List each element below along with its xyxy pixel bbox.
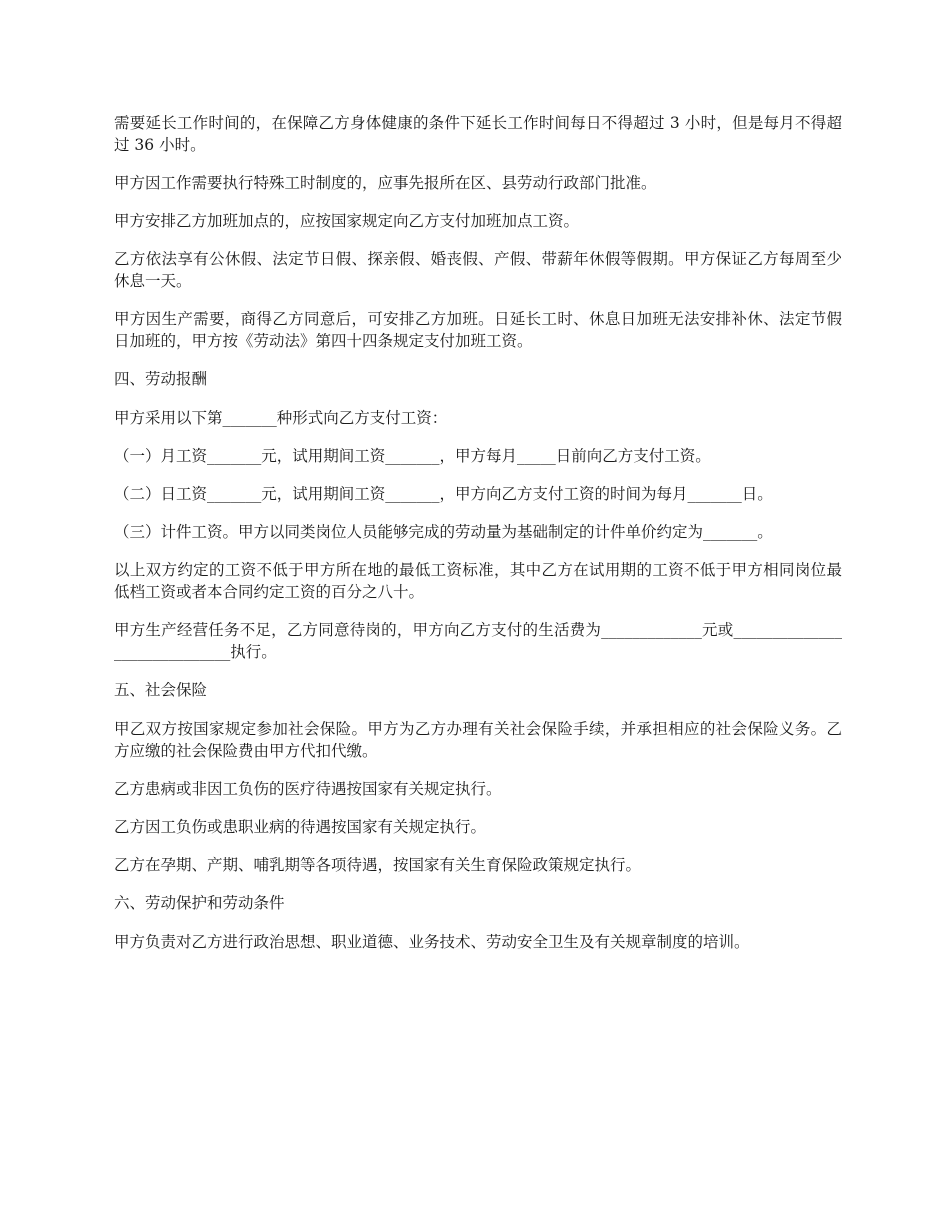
paragraph-production-overtime: 甲方因生产需要，商得乙方同意后，可安排乙方加班。日延长工时、休息日加班无法安排补休、法定节假日加班的，甲方按《劳动法》第四十四条规定支付加班工资。 — [114, 310, 842, 350]
document-body — [114, 112, 842, 969]
paragraph-overtime-limit: 需要延长工作时间的，在保障乙方身体健康的条件下延长工作时间每日不得超过 3 小时，但是每月不得超过 36 小时。 — [114, 114, 842, 154]
section-heading-remuneration: 四、劳动报酬 — [114, 370, 208, 388]
paragraph-monthly-wage: （一）月工资_______元，试用期间工资_______，甲方每月_____日前向乙方支付工资。 — [114, 447, 711, 465]
paragraph-overtime-pay: 甲方安排乙方加班加点的，应按国家规定向乙方支付加班加点工资。 — [114, 212, 580, 230]
paragraph-insurance-duty: 甲乙双方按国家规定参加社会保险。甲方为乙方办理有关社会保险手续，并承担相应的社会保险义务。乙方应缴的社会保险费由甲方代扣代缴。 — [114, 720, 842, 760]
paragraph-maternity: 乙方在孕期、产期、哺乳期等各项待遇，按国家有关生育保险政策规定执行。 — [114, 856, 642, 874]
paragraph-piece-wage: （三）计件工资。甲方以同类岗位人员能够完成的劳动量为基础制定的计件单价约定为_______。 — [114, 523, 773, 541]
paragraph-training: 甲方负责对乙方进行政治思想、职业道德、业务技术、劳动安全卫生及有关规章制度的培训。 — [114, 933, 750, 951]
paragraph-special-hours: 甲方因工作需要执行特殊工时制度的，应事先报所在区、县劳动行政部门批准。 — [114, 174, 657, 192]
section-heading-labor-protection: 六、劳动保护和劳动条件 — [114, 894, 285, 912]
paragraph-minimum-wage: 以上双方约定的工资不低于甲方所在地的最低工资标准，其中乙方在试用期的工资不低于甲方相同岗位最低档工资或者本合同约定工资的百分之八十。 — [114, 561, 842, 601]
paragraph-standby-allowance: 甲方生产经营任务不足，乙方同意待岗的，甲方向乙方支付的生活费为_____________元或_____________________________执行。 — [114, 621, 842, 661]
section-heading-social-insurance: 五、社会保险 — [114, 681, 208, 699]
paragraph-holidays: 乙方依法享有公休假、法定节日假、探亲假、婚丧假、产假、带薪年休假等假期。甲方保证乙方每周至少休息一天。 — [114, 250, 842, 290]
paragraph-sickness-treatment: 乙方患病或非因工负伤的医疗待遇按国家有关规定执行。 — [114, 780, 502, 798]
paragraph-wage-form: 甲方采用以下第_______种形式向乙方支付工资： — [114, 409, 448, 427]
paragraph-daily-wage: （二）日工资_______元，试用期间工资_______，甲方向乙方支付工资的时间为每月_______日。 — [114, 485, 773, 503]
paragraph-work-injury: 乙方因工负伤或患职业病的待遇按国家有关规定执行。 — [114, 818, 487, 836]
